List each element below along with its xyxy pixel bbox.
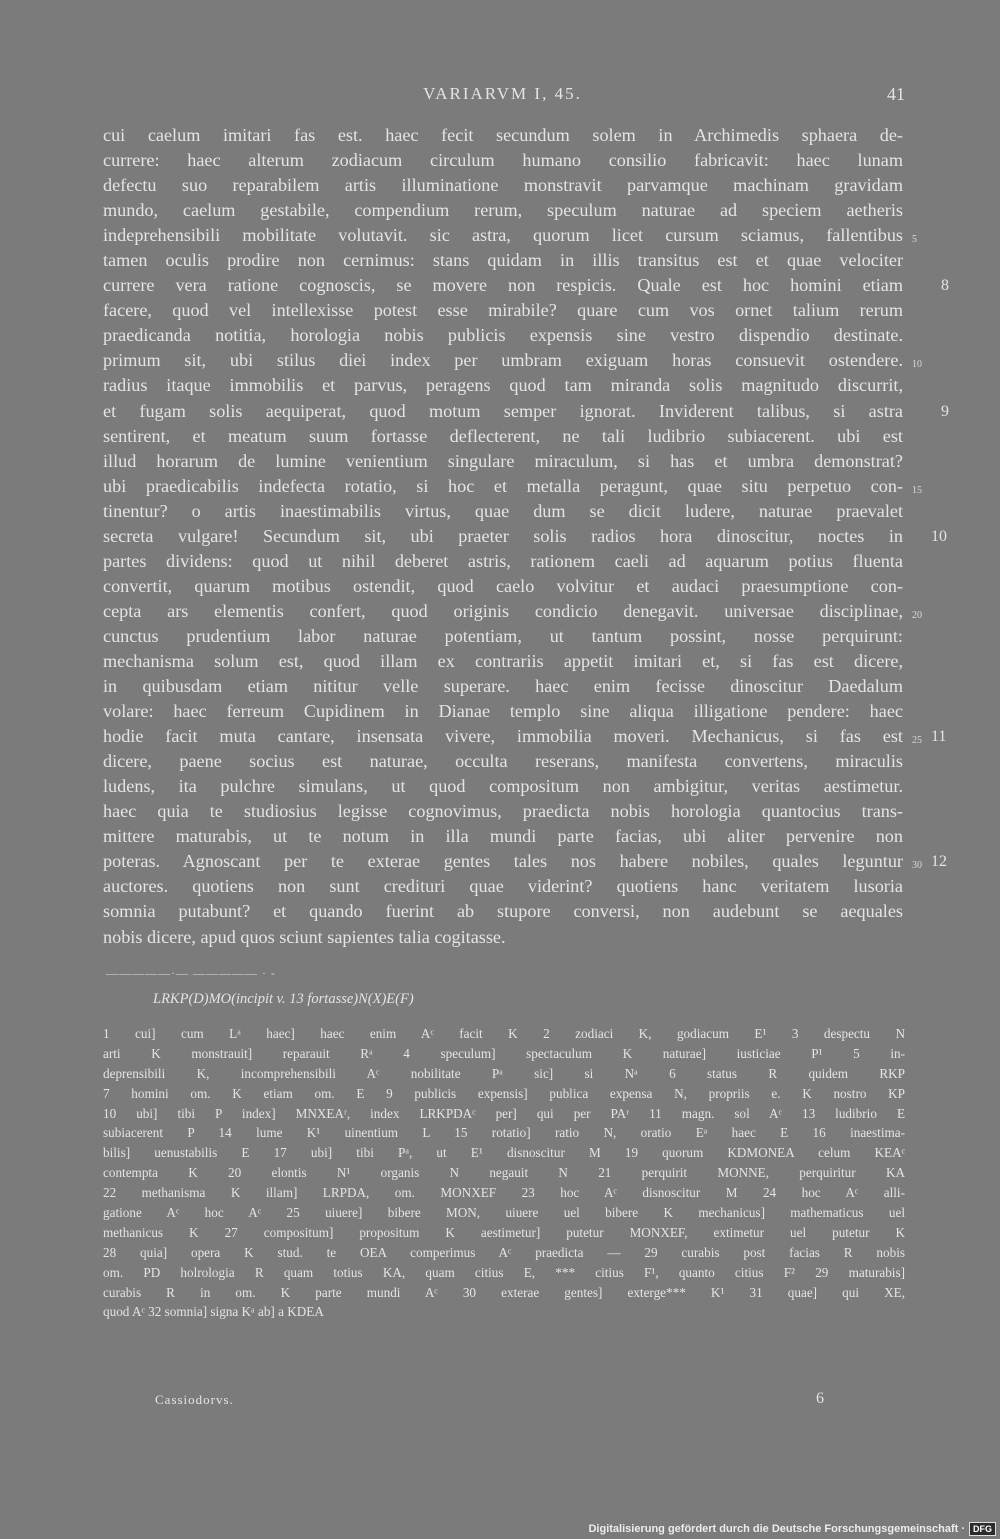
apparatus-line: 1 cui] cum Lᵃ haec] haec enim Aᶜ facit K 2 zodiaci K, godiacum E¹ 3 despectu N (103, 1026, 905, 1041)
text-line: primum sit, ubi stilus diei index per umbram exiguam horas consuevit ostendere. (103, 350, 903, 371)
section-number: 10 (931, 527, 947, 545)
text-line: volare: haec ferreum Cupidinem in Dianae templo sine aliqua illigatione pendere: haec (103, 701, 903, 722)
apparatus-line: contempta K 20 elontis N¹ organis N negauit N 21 perquirit MONNE, perquiritur KA (103, 1165, 905, 1181)
text-line: hodie facit muta cantare, insensata vivere, immobilia moveri. Mechanicus, si fas est (103, 726, 903, 747)
apparatus-line: methanicus K 27 compositum] propositum K aestimetur] putetur MONXEF, extimetur uel putetur K (103, 1224, 905, 1240)
text-line: currere: haec alterum zodiacum circulum humano consilio fabricavit: haec lunam (103, 150, 903, 171)
text-line: defectu suo reparabilem artis illuminatione monstravit parvamque machinam gravidam (103, 175, 903, 196)
dfg-logo: DFG (969, 1522, 996, 1536)
apparatus-line: 7 homini om. K etiam om. E 9 publicis expensis] publica expensa N, propriis e. K nostro KP (103, 1085, 905, 1101)
apparatus-line: arti K monstrauit] reparauit Rᵃ 4 speculum] spectaculum K naturae] iusticiae P¹ 5 in- (103, 1045, 905, 1061)
text-line: facere, quod vel intellexisse potest esse mirabile? quare cum vos ornet talium rerum (103, 300, 903, 321)
manuscript-sigla: LRKP(D)MO(incipit v. 13 fortasse)N(X)E(F) (153, 991, 414, 1007)
digitization-footer (588, 1522, 996, 1536)
text-line: secreta vulgare! Secundum sit, ubi praeter solis radios hora dinoscitur, noctes in (103, 525, 903, 546)
line-number: 25 (912, 735, 922, 747)
text-line: poteras. Agnoscant per te exterae gentes tales nos habere nobiles, quales leguntur (103, 851, 903, 872)
line-number: 5 (912, 234, 917, 246)
text-line: haec quia te studiosius legisse cognovimus, praedicta nobis horologia quantocius trans- (103, 801, 903, 822)
text-line: radius itaque immobilis et parvus, peragens quod tam miranda solis magnitudo discurrit, (103, 375, 903, 396)
apparatus-line: deprensibili K, incomprehensibili Aᶜ nobilitate Pᵃ sic] si Nᵃ 6 status R quidem RKP (103, 1065, 905, 1081)
text-line: indeprehensibili mobilitate volutavit. sic astra, quorum licet cursum sciamus, fallentibus (103, 225, 903, 246)
text-line: praedicanda notitia, horologia nobis publicis expensis sine vestro dispendio destinate. (103, 325, 903, 346)
section-number: 8 (941, 277, 949, 295)
text-line: ubi praedicabilis indefecta rotatio, si hoc et metalla peragunt, quae situ perpetuo con- (103, 475, 903, 496)
apparatus-line: bilis] uenustabilis E 17 ubi] tibi Pᵃ, ut E¹ disnoscitur M 19 quorum KDMONEA celum KEAᶜ (103, 1145, 905, 1161)
sheet-number: 6 (816, 1390, 824, 1407)
section-number: 12 (931, 853, 947, 871)
text-line: mundo, caelum gestabile, compendium rerum, speculum naturae ad speciem aetheris (103, 200, 903, 221)
text-line: dicere, paene socius est naturae, occulta reserans, manifesta convertens, miraculis (103, 751, 903, 772)
apparatus-line: subiacerent P 14 lume K¹ uinentium L 15 rotatio] ratio N, oratio Eᵃ haec E 16 inaestima- (103, 1125, 905, 1141)
page-number: 41 (887, 84, 905, 104)
apparatus-line: om. PD holrologia R quam totius KA, quam citius E, *** citius F¹, quanto citius F² 29 maturabis] (103, 1264, 905, 1280)
text-line: auctores. quotiens non sunt credituri quae viderint? quotiens hanc veritatem lusoria (103, 876, 903, 897)
text-line: partes dividens: quod ut nihil deberet astris, rationem caeli ad aquarum potius fluenta (103, 550, 903, 571)
apparatus-line: gatione Aᶜ hoc Aᶜ 25 uiuere] bibere MON, uiuere uel bibere K mechanicus] mathematicus uel (103, 1205, 905, 1221)
line-number: 20 (912, 609, 922, 621)
line-number: 15 (912, 484, 922, 496)
section-number: 11 (931, 728, 947, 746)
text-line: currere vera ratione cognoscis, se movere non respicis. Quale est hoc homini etiam (103, 275, 903, 296)
text-line: in quibusdam etiam nititur velle superare. haec enim fecisse dinoscitur Daedalum (103, 676, 903, 697)
apparatus-line: 28 quia] opera K stud. te OEA comperimus Aᶜ praedicta — 29 curabis post facias R nobis (103, 1244, 905, 1260)
text-line: cepta ars elementis confert, quod originis condicio denegavit. universae disciplinae, (103, 600, 903, 621)
signature-mark: Cassiodorvs. (155, 1392, 234, 1407)
text-line: ludens, ita pulchre simulans, ut quod compositum non ambigitur, veritas aestimetur. (103, 776, 903, 797)
apparatus-line: quod Aᶜ 32 somnia] signa Kᵃ ab] a KDEA (103, 1304, 324, 1320)
apparatus-line: 22 methanisma K illam] LRPDA, om. MONXEF 23 hoc Aᶜ disnoscitur M 24 hoc Aᶜ alli- (103, 1185, 905, 1201)
text-line: tinentur? o artis inaestimabilis virtus, quae dum se dicit ludere, naturae praevalet (103, 500, 903, 521)
text-line: nobis dicere, apud quos sciunt sapientes talia cogitasse. (103, 926, 506, 947)
text-line: sentirent, et meatum suum fortasse deflecterent, ne tali ludibrio subiacerent. ubi est (103, 425, 903, 446)
separator-rule: —————·— ————— · - (106, 966, 276, 980)
line-number: 30 (912, 860, 922, 872)
page-header (100, 84, 905, 108)
text-line: et fugam solis aequiperat, quod motum semper ignorat. Inviderent talibus, si astra (103, 400, 903, 421)
text-line: convertit, quarum motibus ostendit, quod caelo volvitur et audaci praesumptione con- (103, 575, 903, 596)
text-line: somnia putabunt? et quando fuerint ab stupore conversi, non audebunt se aequales (103, 901, 903, 922)
text-line: tamen oculis prodire non cernimus: stans quidam in illis transitus est et quae velociter (103, 250, 903, 271)
text-line: cunctus prudentium labor naturae potentiam, ut tantum possint, nosse perquirunt: (103, 625, 903, 646)
text-line: mittere maturabis, ut te notum in illa mundi parte facias, ubi aliter pervenire non (103, 826, 903, 847)
critical-apparatus (103, 1024, 905, 1322)
section-number: 9 (941, 402, 949, 420)
footer-text: Digitalisierung gefördert durch die Deutsche Forschungsgemeinschaft · (588, 1523, 965, 1535)
text-line: mechanisma solum est, quod illam ex contrariis appetit imitari et, si fas est dicere, (103, 650, 903, 671)
running-title: VARIARVM I, 45. (423, 84, 582, 103)
apparatus-line: 10 ubi] tibi P index] MNXEAʳ, index LRKPDAᶜ per] qui per PAʳ 11 magn. sol Aᶜ 13 ludibrio E (103, 1105, 905, 1121)
main-text-block (103, 123, 949, 950)
text-line: cui caelum imitari fas est. haec fecit secundum solem in Archimedis sphaera de- (103, 125, 903, 145)
text-line: illud horarum de lumine venientium singulare miraculum, si has et umbra demonstrat? (103, 450, 903, 471)
line-number: 10 (912, 359, 922, 371)
apparatus-line: curabis R in om. K parte mundi Aᶜ 30 exterae gentes] exterge*** K¹ 31 quae] qui XE, (103, 1284, 905, 1300)
